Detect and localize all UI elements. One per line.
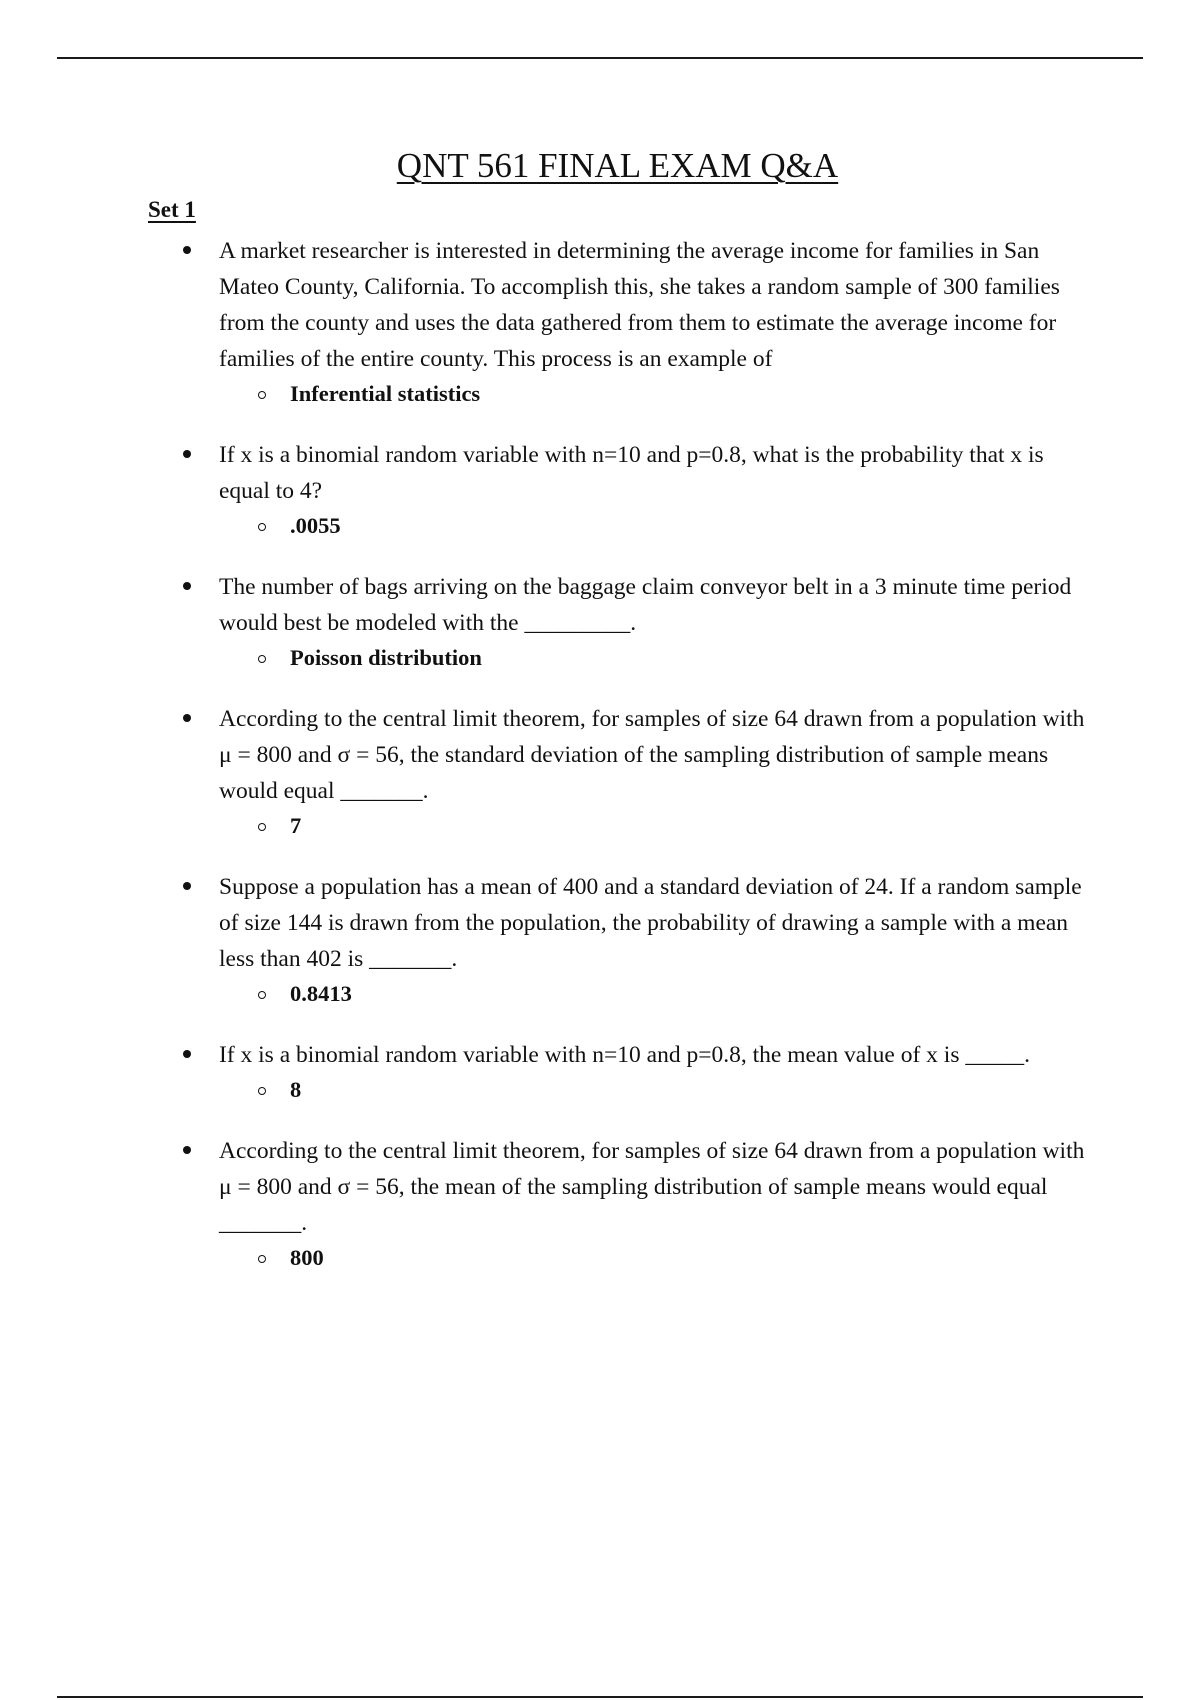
bullet-icon bbox=[183, 450, 191, 458]
question-text: According to the central limit theorem, for samples of size 64 drawn from a population with μ = 800 and σ = 56, the mean of the sampling distribution of sample means would equal _______. bbox=[219, 1138, 1085, 1236]
answer-text: Poisson distribution bbox=[290, 645, 482, 670]
question-item bbox=[0, 437, 1200, 543]
answer-item bbox=[219, 641, 1090, 675]
bullet-icon bbox=[183, 582, 191, 590]
question-text: The number of bags arriving on the baggage claim conveyor belt in a 3 minute time period would best be modeled with the _________. bbox=[219, 574, 1072, 636]
bullet-icon bbox=[183, 882, 191, 890]
header-rule bbox=[57, 57, 1143, 59]
hollow-bullet-icon bbox=[258, 1087, 266, 1095]
answer-text: .0055 bbox=[290, 513, 341, 538]
document-title: QNT 561 FINAL EXAM Q&A bbox=[396, 146, 839, 185]
answer-item bbox=[219, 509, 1090, 543]
answer-text: Inferential statistics bbox=[290, 381, 481, 406]
hollow-bullet-icon bbox=[258, 823, 266, 831]
question-item bbox=[0, 1133, 1200, 1275]
hollow-bullet-icon bbox=[258, 991, 266, 999]
hollow-bullet-icon bbox=[258, 655, 266, 663]
question-item bbox=[0, 869, 1200, 1011]
answer-text: 0.8413 bbox=[290, 981, 352, 1006]
question-item bbox=[0, 233, 1200, 411]
answer-text: 800 bbox=[290, 1245, 324, 1270]
answer-text: 7 bbox=[290, 813, 302, 838]
bullet-icon bbox=[183, 1146, 191, 1154]
answer-item bbox=[219, 377, 1090, 411]
question-item bbox=[0, 701, 1200, 843]
bullet-icon bbox=[183, 714, 191, 722]
answer-item bbox=[219, 1241, 1090, 1275]
question-text: Suppose a population has a mean of 400 and a standard deviation of 24. If a random sample of size 144 is drawn from the population, the probability of drawing a sample with a mean less than 402 is _______. bbox=[219, 874, 1082, 972]
footer-rule bbox=[57, 1696, 1143, 1698]
hollow-bullet-icon bbox=[258, 523, 266, 531]
question-text: A market researcher is interested in determining the average income for families in San Mateo County, California. To accomplish this, she takes a random sample of 300 families from the county and uses the data gathered from them to estimate the average income for families of the entire county. This process is an example of bbox=[219, 238, 1060, 372]
answer-item bbox=[219, 977, 1090, 1011]
bullet-icon bbox=[183, 1050, 191, 1058]
question-item bbox=[0, 1037, 1200, 1107]
bullet-icon bbox=[183, 246, 191, 254]
question-item bbox=[0, 569, 1200, 675]
answer-item bbox=[219, 809, 1090, 843]
answer-text: 8 bbox=[290, 1077, 302, 1102]
question-text: If x is a binomial random variable with n=10 and p=0.8, what is the probability that x is equal to 4? bbox=[219, 442, 1044, 504]
question-list bbox=[0, 233, 1200, 1275]
question-text: If x is a binomial random variable with n=10 and p=0.8, the mean value of x is _____. bbox=[219, 1042, 1030, 1068]
question-text: According to the central limit theorem, for samples of size 64 drawn from a population with μ = 800 and σ = 56, the standard deviation of the sampling distribution of sample means would equal _______. bbox=[219, 706, 1085, 804]
set-heading: Set 1 bbox=[148, 197, 196, 222]
answer-item bbox=[219, 1073, 1090, 1107]
hollow-bullet-icon bbox=[258, 391, 266, 399]
hollow-bullet-icon bbox=[258, 1255, 266, 1263]
